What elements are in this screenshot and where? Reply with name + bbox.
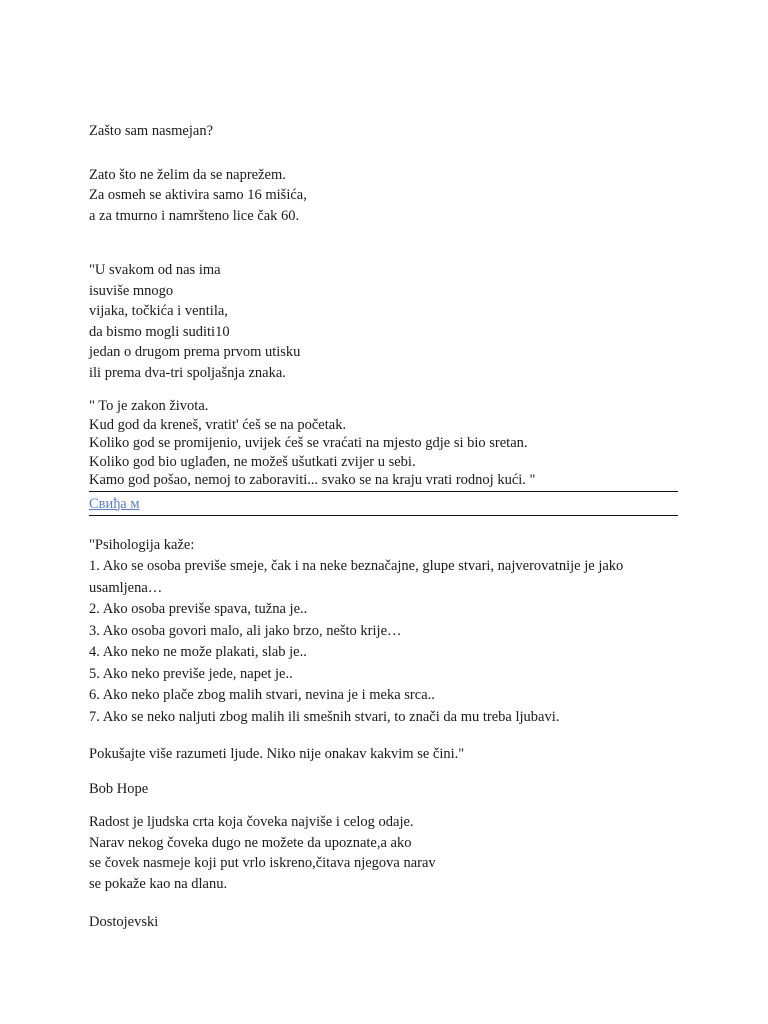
- quote-block-1: [89, 260, 689, 383]
- list-item: 2. Ako osoba previše spava, tužna je..: [89, 601, 308, 617]
- text-line: a za tmurno i namršteno lice čak 60.: [89, 207, 300, 224]
- text-line: "U svakom od nas ima: [89, 262, 221, 278]
- text-line: isuviše mnogo: [89, 282, 174, 299]
- quote-block-2: [89, 397, 689, 490]
- text-line: se čovek nasmeje koji put vrlo iskreno,čitava njegova narav: [89, 855, 436, 871]
- list-item: 4. Ako neko ne može plakati, slab je..: [89, 644, 307, 660]
- text-line: Narav nekog čoveka dugo ne možete da upoznate,a ako: [89, 834, 412, 851]
- author-name: Dostojevski: [89, 914, 159, 930]
- text-line: Kud god da kreneš, vratit' ćeš se na početak.: [89, 416, 347, 433]
- text-line: Koliko god se promijenio, uvijek ćeš se vraćati na mjesto gdje si bio sretan.: [89, 435, 528, 451]
- author-name: Bob Hope: [89, 780, 149, 797]
- text-line: Kamo god pošao, nemoj to zaboraviti... svako se na kraju vrati rodnoj kući. ": [89, 472, 536, 488]
- list-item: 5. Ako neko previše jede, napet je..: [89, 665, 293, 682]
- text-line: Zato što ne želim da se naprežem.: [89, 166, 286, 183]
- list-item: 3. Ako osoba govori malo, ali jako brzo, nešto krije…: [89, 622, 402, 639]
- list-item: 1. Ako se osoba previše smeje, čak i na neke beznačajne, glupe stvari, najverovatnije je jako usamljena…: [89, 558, 624, 596]
- psychology-intro: "Psihologija kaže:: [89, 536, 195, 553]
- text-line: da bismo mogli suditi10: [89, 323, 230, 340]
- text-line: ili prema dva-tri spoljašnja znaka.: [89, 364, 286, 381]
- list-item: 6. Ako neko plače zbog malih stvari, nevina je i meka srca..: [89, 687, 435, 703]
- intro-paragraph: [89, 165, 689, 227]
- list-item: 7. Ako se neko naljuti zbog malih ili smešnih stvari, to znači da mu treba ljubavi.: [89, 708, 560, 725]
- like-link[interactable]: Свиђа м: [89, 495, 140, 512]
- document-page: [89, 121, 689, 933]
- text-line: jedan o drugom prema prvom utisku: [89, 344, 301, 360]
- text-line: Za osmeh se aktivira samo 16 mišića,: [89, 187, 307, 203]
- text-line: se pokaže kao na dlanu.: [89, 875, 228, 892]
- psychology-section: [89, 535, 689, 729]
- quote-block-3: [89, 812, 689, 894]
- text-line: Koliko god bio uglađen, ne možeš ušutkati zvijer u sebi.: [89, 453, 416, 470]
- text-line: " To je zakon života.: [89, 398, 209, 414]
- psychology-outro: Pokušajte više razumeti ljude. Niko nije onakav kakvim se čini.": [89, 746, 465, 762]
- like-link-bar: [89, 491, 678, 516]
- text-line: vijaka, točkića i ventila,: [89, 303, 228, 319]
- document-title: Zašto sam nasmejan?: [89, 123, 214, 139]
- text-line: Radost je ljudska crta koja čoveka najviše i celog odaje.: [89, 814, 414, 830]
